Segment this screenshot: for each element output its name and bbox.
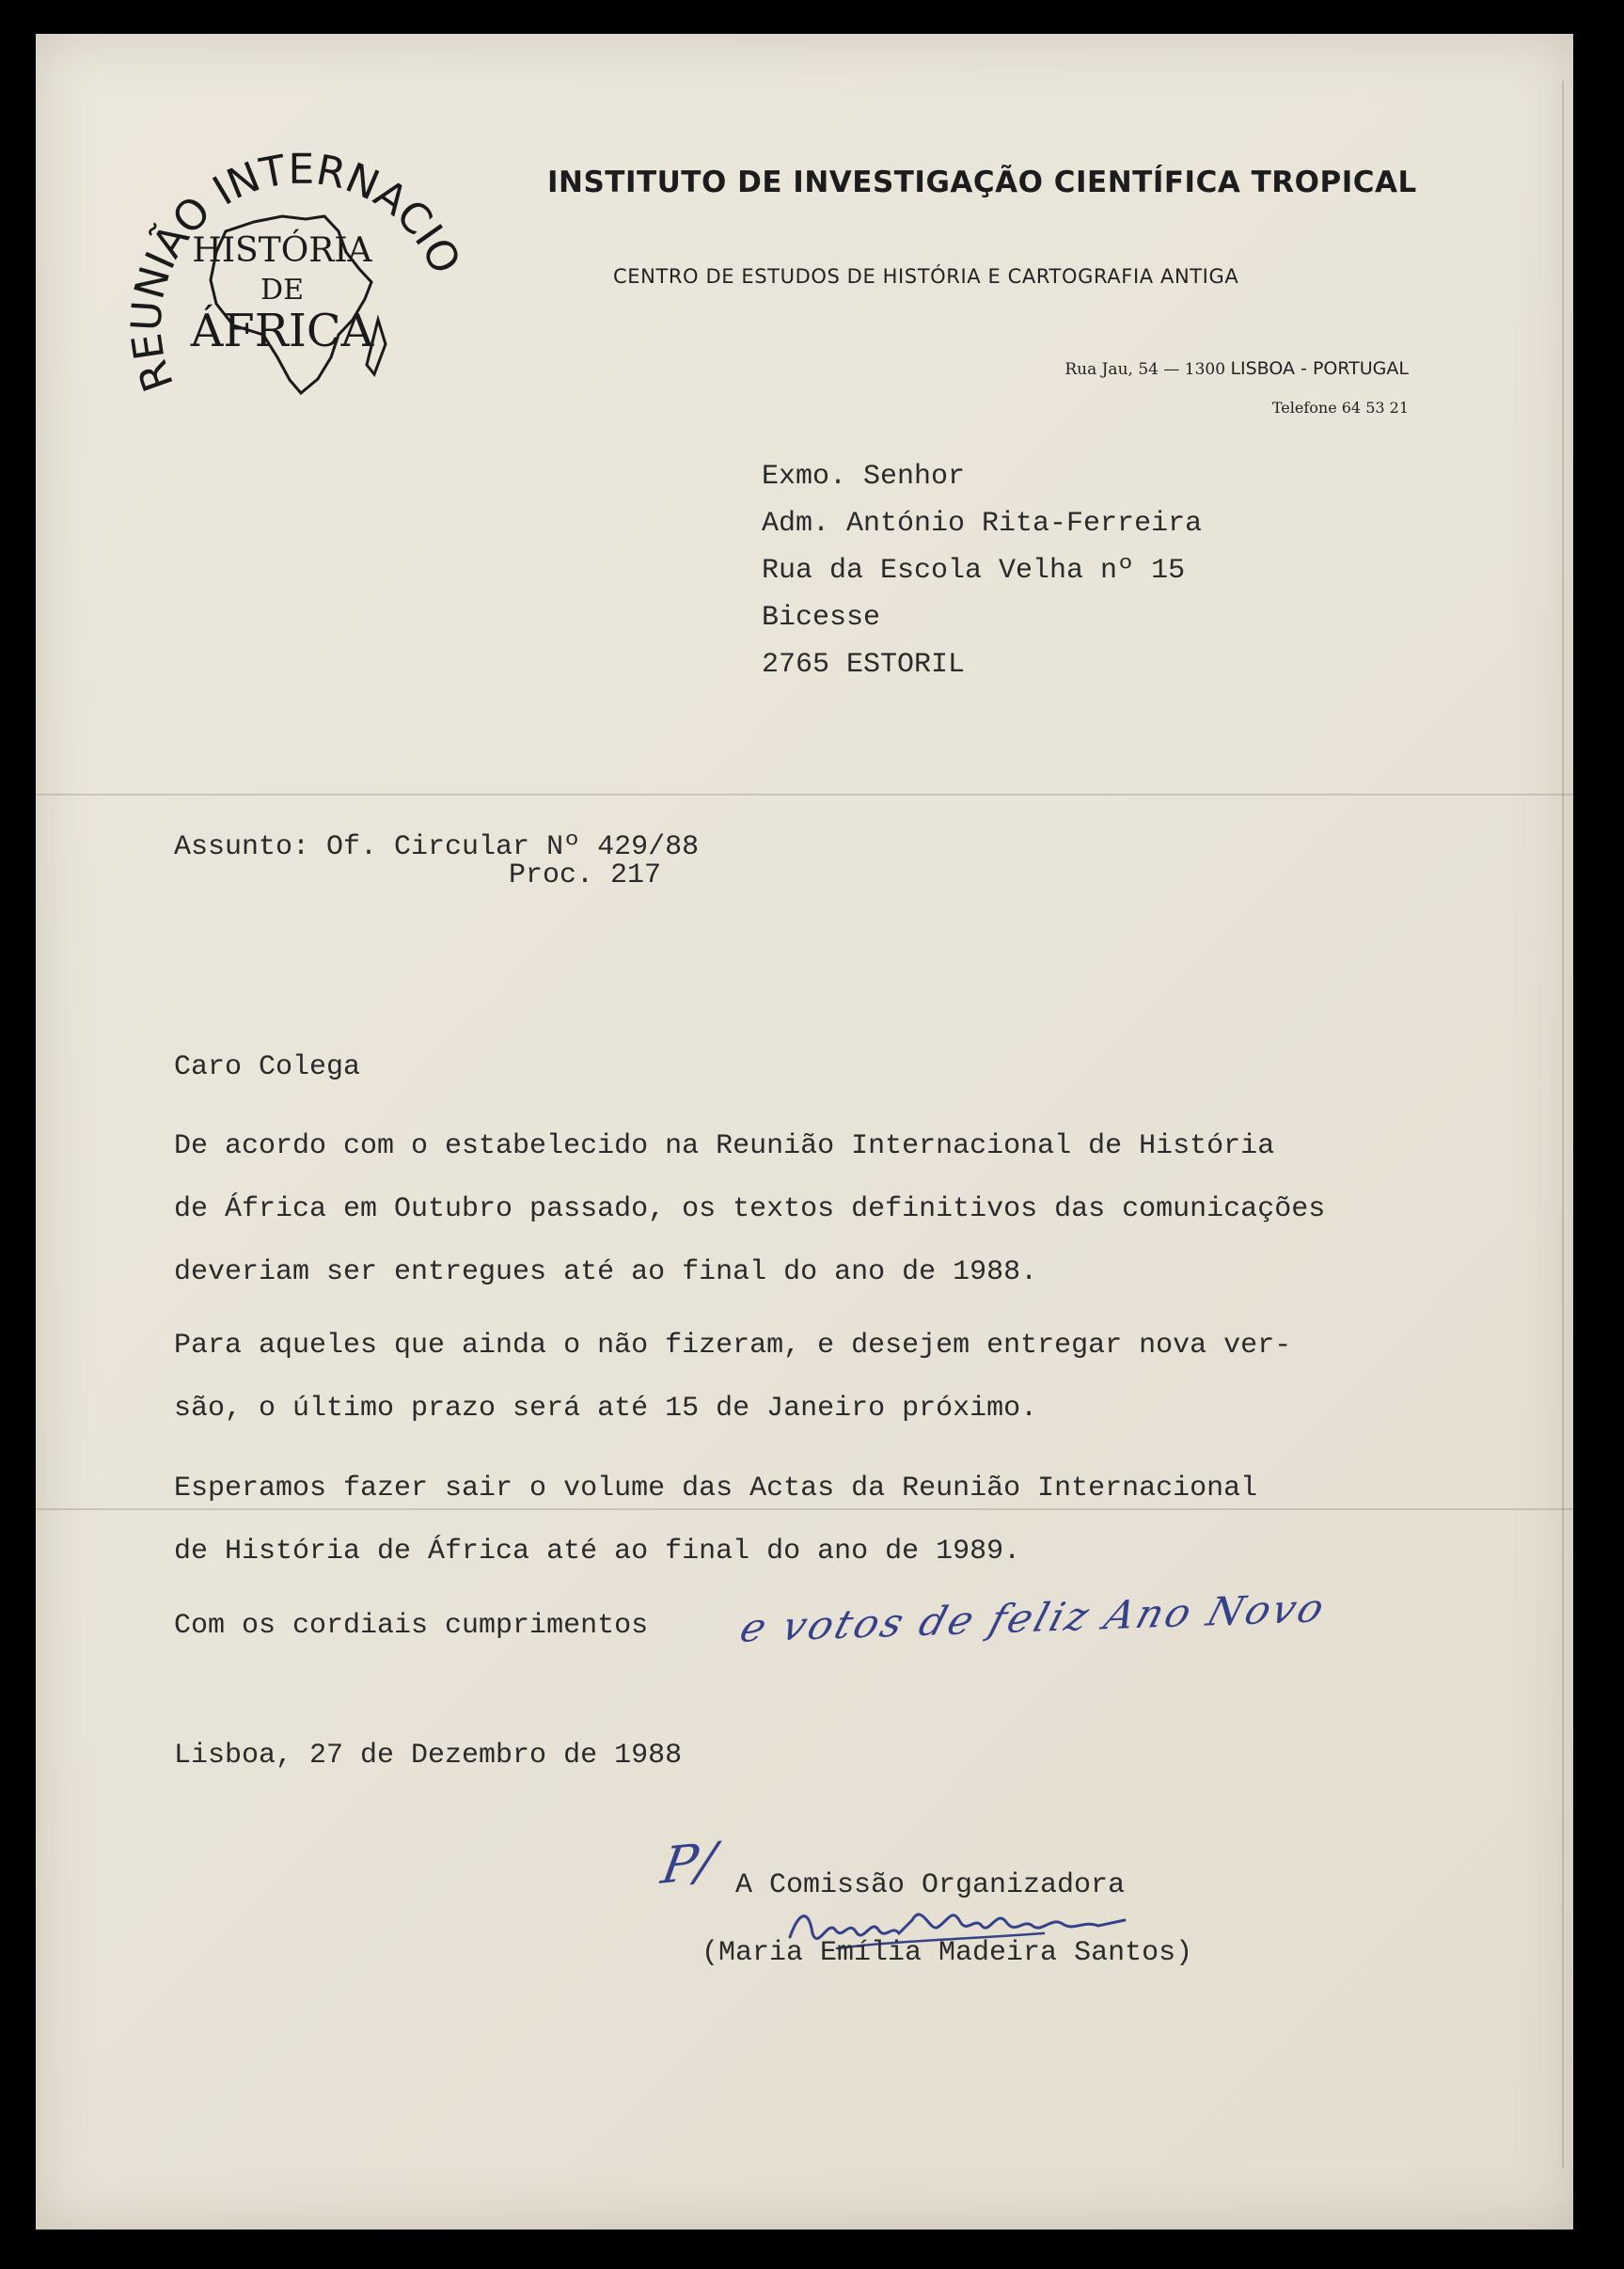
paper-fold-line bbox=[36, 794, 1573, 796]
recipient-line: Bicesse bbox=[762, 602, 881, 634]
paragraph-line: deveriam ser entregues até ao final do ano de 1988. bbox=[174, 1256, 1038, 1288]
center-subtitle: CENTRO DE ESTUDOS DE HISTÓRIA E CARTOGRAFIA ANTIGA bbox=[613, 265, 1239, 288]
handwritten-greeting: e votos de feliz Ano Novo bbox=[734, 1584, 1332, 1651]
signer-name: (Maria Emília Madeira Santos) bbox=[702, 1937, 1193, 1969]
place-date: Lisboa, 27 de Dezembro de 1988 bbox=[174, 1740, 683, 1772]
logo-line-historia: HISTÓRIA bbox=[192, 231, 372, 270]
reuniao-logo bbox=[113, 111, 470, 431]
paragraph-line: de História de África até ao final do ano de 1989. bbox=[174, 1536, 1021, 1568]
logo-line-africa: ÁFRICA bbox=[190, 305, 374, 357]
committee-line: A Comissão Organizadora bbox=[735, 1869, 1126, 1901]
subject-block bbox=[174, 833, 699, 890]
paragraph-line: de África em Outubro passado, os textos definitivos das comunicações bbox=[174, 1193, 1326, 1225]
logo-arc-text: REUNIÃO INTERNACIO bbox=[122, 145, 470, 398]
paragraph-line: são, o último prazo será até 15 de Janeiro próximo. bbox=[174, 1393, 1038, 1425]
recipient-block bbox=[762, 453, 1202, 688]
paragraph-1 bbox=[174, 1115, 1325, 1304]
recipient-line: 2765 ESTORIL bbox=[762, 649, 966, 681]
institution-title: INSTITUTO DE INVESTIGAÇÃO CIENTÍFICA TROPICAL bbox=[547, 165, 1417, 199]
paragraph-line: Para aqueles que ainda o não fizeram, e desejem entregar nova ver- bbox=[174, 1330, 1292, 1362]
address-city: LISBOA - PORTUGAL bbox=[1230, 358, 1409, 379]
institution-phone: Telefone 64 53 21 bbox=[1271, 399, 1409, 417]
institution-address bbox=[948, 358, 1409, 379]
salutation: Caro Colega bbox=[174, 1051, 361, 1083]
closing-line: Com os cordiais cumprimentos bbox=[174, 1610, 649, 1642]
subject-line: Assunto: Of. Circular Nº 429/88 bbox=[174, 831, 700, 863]
logo-line-de: DE bbox=[260, 274, 304, 307]
recipient-line: Exmo. Senhor bbox=[762, 461, 966, 493]
paper-edge bbox=[1562, 81, 1564, 2168]
recipient-line: Adm. António Rita-Ferreira bbox=[762, 508, 1203, 540]
paragraph-line: De acordo com o estabelecido na Reunião Internacional de História bbox=[174, 1130, 1275, 1162]
paragraph-3 bbox=[174, 1458, 1257, 1584]
handwritten-initials: P/ bbox=[657, 1831, 720, 1896]
address-street: Rua Jau, 54 — 1300 bbox=[1064, 360, 1226, 379]
process-line: Proc. 217 bbox=[509, 859, 662, 891]
paragraph-line: Esperamos fazer sair o volume das Actas da Reunião Internacional bbox=[174, 1473, 1258, 1505]
recipient-line: Rua da Escola Velha nº 15 bbox=[762, 555, 1186, 587]
paragraph-2 bbox=[174, 1315, 1291, 1441]
